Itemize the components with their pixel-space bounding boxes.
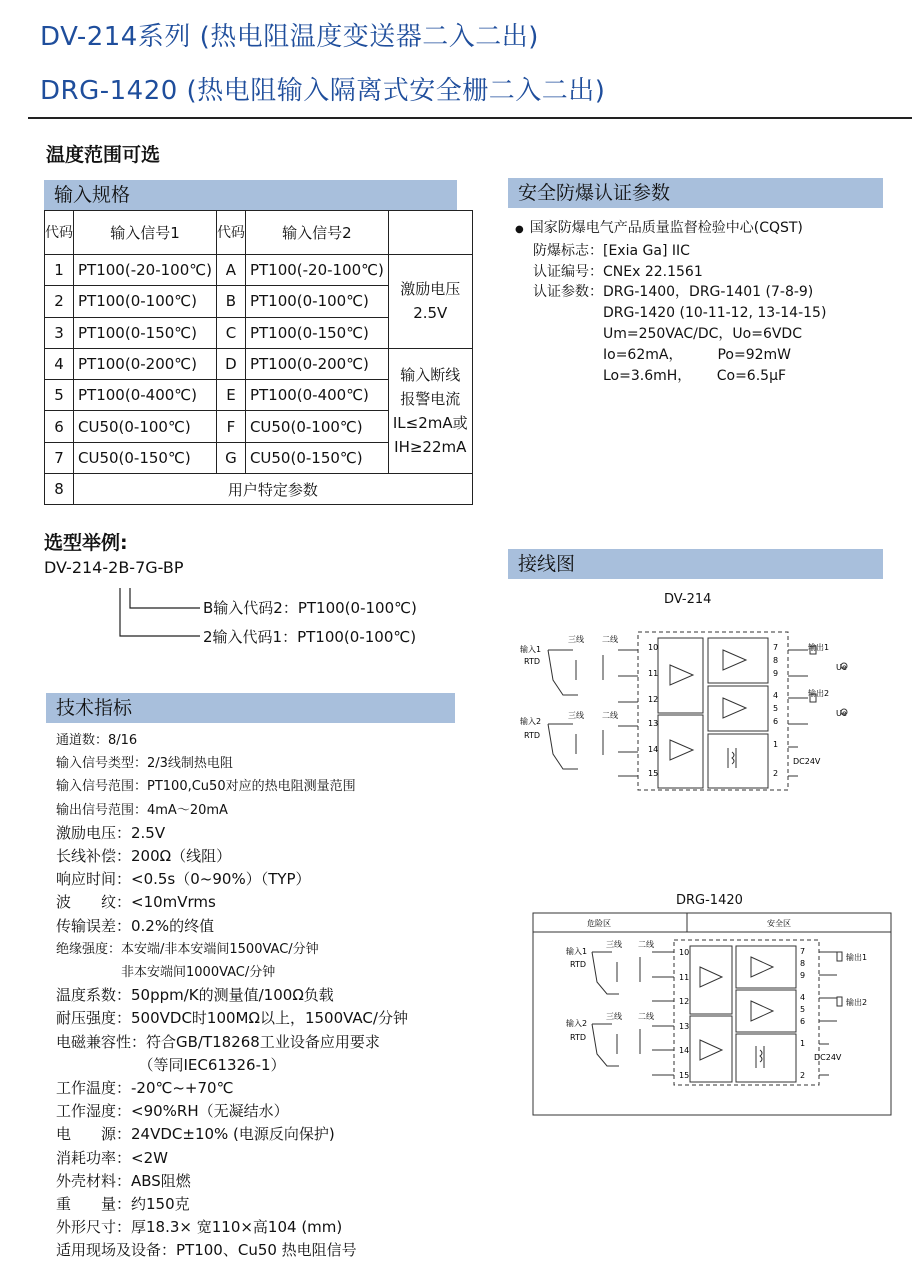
svg-text:RTD: RTD [570, 960, 587, 969]
svg-text:三线: 三线 [568, 635, 584, 644]
svg-text:10: 10 [679, 948, 690, 957]
code-cell: 7 [45, 442, 74, 473]
cert-line: Lo=3.6mH， Co=6.5μF [533, 367, 787, 384]
signal-cell: PT100(0-150℃) [245, 317, 388, 348]
dv214-wiring-diagram [518, 630, 868, 795]
signal-cell: PT100(-20-100℃) [245, 255, 388, 286]
signal-cell: CU50(0-100℃) [74, 411, 217, 442]
svg-text:14: 14 [679, 1046, 690, 1055]
hazard-zone-label: 危险区 [587, 919, 611, 928]
code-header: 代码 [216, 211, 245, 255]
tech-item: 温度系数：50ppm/K的测量值/100Ω负载 [56, 986, 334, 1005]
tech-item: 长线补偿：200Ω（线阻） [56, 847, 232, 866]
svg-text:14: 14 [648, 745, 659, 754]
svg-text:2: 2 [773, 769, 779, 778]
svg-text:Ue: Ue [836, 709, 847, 718]
code-cell: G [216, 442, 245, 473]
svg-text:6: 6 [800, 1017, 806, 1026]
code-cell: E [216, 380, 245, 411]
svg-text:7: 7 [800, 947, 806, 956]
svg-text:9: 9 [773, 669, 779, 678]
svg-text:输出2: 输出2 [808, 689, 830, 698]
svg-text:输入2: 输入2 [566, 1019, 588, 1028]
bullet-icon: ● [515, 224, 524, 235]
signal-cell: PT100(0-100℃) [245, 286, 388, 317]
svg-text:输入1: 输入1 [520, 645, 542, 654]
svg-text:输出1: 输出1 [846, 953, 868, 962]
signal-cell: PT100(-20-100℃) [74, 255, 217, 286]
svg-text:1: 1 [800, 1039, 806, 1048]
svg-text:4: 4 [773, 691, 779, 700]
tech-item: 电 源：24VDC±10% (电源反向保护) [56, 1125, 335, 1144]
selection-model: DV-214-2B-7G-BP [44, 558, 184, 577]
cert-line: 认证参数：DRG-1400，DRG-1401 (7-8-9) [533, 284, 814, 301]
title-divider [28, 117, 912, 119]
signal-cell: PT100(0-200℃) [245, 348, 388, 379]
tech-list [56, 729, 408, 1263]
svg-text:13: 13 [679, 1022, 690, 1031]
signal2-header: 输入信号2 [245, 211, 388, 255]
svg-text:5: 5 [800, 1005, 806, 1014]
tech-item: 激励电压：2.5V [56, 823, 166, 842]
signal-cell: PT100(0-150℃) [74, 317, 217, 348]
svg-text:11: 11 [679, 973, 690, 982]
tech-item: 通道数：8/16 [56, 733, 138, 748]
svg-text:RTD: RTD [524, 657, 541, 666]
range-heading: 温度范围可选 [46, 144, 161, 166]
svg-text:11: 11 [648, 669, 659, 678]
svg-text:12: 12 [679, 997, 690, 1006]
tech-item: 输入信号范围：PT100,Cu50对应的热电阻测量范围 [56, 779, 356, 795]
svg-text:三线: 三线 [606, 1012, 622, 1021]
tech-item: 输入信号类型：2/3线制热电阻 [56, 756, 233, 772]
cert-line: Um=250VAC/DC，Uo=6VDC [533, 325, 802, 342]
code-cell: C [216, 317, 245, 348]
selection-line1: B输入代码2：PT100(0-100℃) [203, 599, 417, 617]
tech-item: 传输误差：0.2%的终值 [56, 916, 215, 935]
svg-text:二线: 二线 [638, 1012, 654, 1021]
code-cell: 4 [45, 348, 74, 379]
svg-text:4: 4 [800, 993, 806, 1002]
input-spec-table [44, 210, 473, 505]
svg-text:二线: 二线 [638, 940, 654, 949]
svg-text:15: 15 [679, 1071, 690, 1080]
svg-text:DC24V: DC24V [793, 757, 821, 766]
cert-line: 认证编号：CNEx 22.1561 [533, 263, 703, 280]
tech-item: 响应时间：<0.5s（0~90%）（TYP） [56, 870, 311, 889]
diagram1-title: DV-214 [664, 592, 712, 607]
svg-text:8: 8 [800, 959, 806, 968]
selection-bracket [110, 584, 210, 644]
signal-cell: PT100(0-100℃) [74, 286, 217, 317]
svg-text:7: 7 [773, 643, 779, 652]
code-cell: 8 [45, 474, 74, 505]
signal-cell: PT100(0-400℃) [245, 380, 388, 411]
code-cell: F [216, 411, 245, 442]
signal-cell: PT100(0-400℃) [74, 380, 217, 411]
selection-heading: 选型举例: [44, 532, 128, 554]
tech-item: 重 量：约150克 [56, 1195, 190, 1214]
tech-item: 消耗功率：<2W [56, 1148, 168, 1167]
page-subtitle: DRG-1420 (热电阻输入隔离式安全栅二入二出) [40, 76, 606, 106]
tech-item: 工作湿度：<90%RH（无凝结水） [56, 1102, 289, 1121]
svg-text:5: 5 [773, 704, 779, 713]
cert-line: 防爆标志：[Exia Ga] IIC [533, 242, 690, 259]
svg-text:输出2: 输出2 [846, 998, 868, 1007]
cert-heading: 安全防爆认证参数 [508, 178, 883, 208]
cert-line: 国家防爆电气产品质量监督检验中心(CQST) [529, 220, 803, 236]
code-cell: 2 [45, 286, 74, 317]
signal-cell: CU50(0-150℃) [74, 442, 217, 473]
svg-text:1: 1 [773, 740, 779, 749]
tech-item: 电磁兼容性：符合GB/T18268工业设备应用要求 [56, 1032, 380, 1051]
tech-item: 工作温度：-20℃~+70℃ [56, 1079, 234, 1098]
code-cell: 6 [45, 411, 74, 442]
code-cell: D [216, 348, 245, 379]
svg-text:二线: 二线 [602, 635, 618, 644]
svg-text:2: 2 [800, 1071, 806, 1080]
tech-item: 输出信号范围：4mA～20mA [56, 802, 228, 818]
cert-line: DRG-1420 (10-11-12, 13-14-15) [533, 305, 827, 322]
cert-line: Io=62mA， Po=92mW [533, 346, 791, 363]
diagram2-title: DRG-1420 [676, 893, 743, 908]
tech-item: 绝缘强度：本安端/非本安端间1500VAC/分钟 [56, 941, 319, 957]
tech-heading: 技术指标 [46, 693, 455, 723]
svg-text:12: 12 [648, 695, 659, 704]
svg-text:输入1: 输入1 [566, 947, 588, 956]
svg-text:Ue: Ue [836, 663, 847, 672]
svg-text:二线: 二线 [602, 711, 618, 720]
break-alarm-note: 输入断线 报警电流 IL≤2mA或 IH≥22mA [388, 348, 472, 473]
svg-text:DC24V: DC24V [814, 1053, 842, 1062]
selection-line2: 2输入代码1：PT100(0-100℃) [203, 628, 417, 646]
safe-zone-label: 安全区 [767, 919, 791, 928]
code-cell: 5 [45, 380, 74, 411]
tech-item: 波 纹：<10mVrms [56, 893, 216, 912]
excite-note: 激励电压 2.5V [388, 255, 472, 349]
svg-text:输入2: 输入2 [520, 717, 542, 726]
svg-text:RTD: RTD [524, 731, 541, 740]
tech-item: 非本安端间1000VAC/分钟 [56, 965, 276, 981]
svg-text:13: 13 [648, 719, 659, 728]
signal-cell: CU50(0-100℃) [245, 411, 388, 442]
cert-list [515, 218, 826, 386]
tech-item: 外壳材料：ABS阻燃 [56, 1171, 191, 1190]
tech-item: 外形尺寸：厚18.3× 宽110×高104 (mm) [56, 1218, 343, 1237]
code-header: 代码 [45, 211, 74, 255]
signal-cell: CU50(0-150℃) [245, 442, 388, 473]
svg-text:10: 10 [648, 643, 659, 652]
svg-text:RTD: RTD [570, 1033, 587, 1042]
page-title: DV-214系列 (热电阻温度变送器二入二出) [40, 22, 539, 52]
code-cell: B [216, 286, 245, 317]
svg-text:15: 15 [648, 769, 659, 778]
svg-text:6: 6 [773, 717, 779, 726]
drg1420-wiring-diagram [532, 912, 894, 1118]
signal1-header: 输入信号1 [74, 211, 217, 255]
svg-text:9: 9 [800, 971, 806, 980]
svg-text:三线: 三线 [568, 711, 584, 720]
svg-text:8: 8 [773, 656, 779, 665]
tech-item: 耐压强度：500VDC时100MΩ以上，1500VAC/分钟 [56, 1009, 408, 1028]
wiring-heading: 接线图 [508, 549, 883, 579]
custom-param-cell: 用户特定参数 [74, 474, 473, 505]
svg-text:三线: 三线 [606, 940, 622, 949]
tech-item: （等同IEC61326-1） [56, 1055, 286, 1074]
signal-cell: PT100(0-200℃) [74, 348, 217, 379]
tech-item: 适用现场及设备：PT100、Cu50 热电阻信号 [56, 1241, 357, 1260]
input-spec-heading: 输入规格 [44, 180, 457, 210]
code-cell: 1 [45, 255, 74, 286]
code-cell: A [216, 255, 245, 286]
code-cell: 3 [45, 317, 74, 348]
svg-text:输出1: 输出1 [808, 643, 830, 652]
